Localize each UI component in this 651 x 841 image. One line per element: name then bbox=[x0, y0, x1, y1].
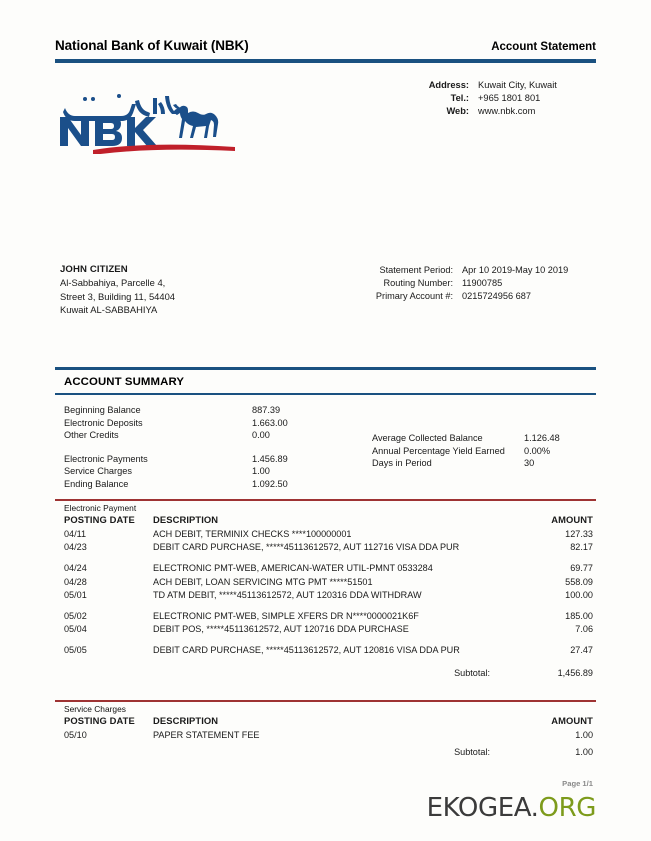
bank-name: National Bank of Kuwait (NBK) bbox=[55, 38, 249, 53]
subtotal-label: Subtotal: bbox=[454, 667, 490, 678]
summary-row bbox=[64, 404, 324, 417]
statement-meta-block bbox=[349, 264, 568, 304]
table-row bbox=[55, 541, 596, 554]
watermark-dark-text: EKOGEA. bbox=[426, 793, 539, 823]
cell-posting-date: 05/01 bbox=[64, 589, 87, 600]
summary-label: Service Charges bbox=[64, 466, 132, 477]
nbk-logo bbox=[55, 86, 240, 154]
cell-description: DEBIT CARD PURCHASE, *****45113612572, AUT 120816 VISA DDA PUR bbox=[153, 645, 460, 656]
row-spacer bbox=[55, 636, 596, 644]
summary-label: Other Credits bbox=[64, 430, 119, 441]
summary-row bbox=[372, 457, 596, 470]
cell-posting-date: 05/04 bbox=[64, 624, 87, 635]
arabic-wordmark-icon bbox=[63, 94, 177, 121]
account-summary-header bbox=[55, 367, 596, 395]
column-header-description: DESCRIPTION bbox=[153, 514, 219, 525]
nbk-logo-svg bbox=[55, 86, 240, 154]
cell-amount: 100.00 bbox=[565, 589, 593, 600]
table-row bbox=[55, 528, 596, 541]
cell-description: ELECTRONIC PMT-WEB, AMERICAN-WATER UTIL-PMNT 0533284 bbox=[153, 563, 433, 574]
service-charges-subtotal-row bbox=[55, 742, 596, 759]
cell-posting-date: 04/24 bbox=[64, 563, 87, 574]
statement-sheet bbox=[55, 0, 596, 841]
cell-description: ACH DEBIT, TERMINIX CHECKS ****100000001 bbox=[153, 529, 352, 539]
tel-label: Tel.: bbox=[450, 93, 469, 104]
table-row bbox=[55, 610, 596, 623]
service-charges-table bbox=[55, 700, 596, 759]
summary-value: 1.663.00 bbox=[252, 417, 288, 428]
cell-description: ELECTRONIC PMT-WEB, SIMPLE XFERS DR N****0000021K6F bbox=[153, 611, 419, 622]
statement-period-value: Apr 10 2019-May 10 2019 bbox=[462, 265, 569, 275]
cell-posting-date: 05/05 bbox=[64, 645, 87, 656]
table-row bbox=[55, 644, 596, 657]
summary-value: 1.126.48 bbox=[524, 433, 560, 443]
cell-amount: 185.00 bbox=[565, 611, 593, 622]
summary-value: 0.00 bbox=[252, 430, 270, 441]
contact-address-row bbox=[385, 79, 596, 92]
contact-tel-row bbox=[385, 92, 596, 105]
cell-posting-date: 05/02 bbox=[64, 611, 87, 622]
bank-contact-block bbox=[385, 79, 596, 119]
row-spacer bbox=[55, 554, 596, 562]
logo-swoosh-icon bbox=[93, 145, 235, 154]
page-number: Page 1/1 bbox=[562, 779, 593, 788]
table-row bbox=[55, 562, 596, 575]
nbk-letters-icon bbox=[60, 117, 157, 146]
column-header-posting-date: POSTING DATE bbox=[64, 514, 135, 525]
statement-period-label: Statement Period: bbox=[379, 265, 453, 275]
summary-row bbox=[372, 445, 596, 458]
summary-row bbox=[372, 432, 596, 445]
web-value[interactable]: www.nbk.com bbox=[478, 106, 536, 117]
cell-amount: 27.47 bbox=[570, 645, 593, 656]
column-header-amount: AMOUNT bbox=[551, 514, 593, 525]
customer-address-block bbox=[60, 263, 175, 316]
primary-account-row bbox=[349, 290, 568, 303]
routing-number-value: 11900785 bbox=[462, 278, 503, 289]
customer-name: JOHN CITIZEN bbox=[60, 264, 128, 275]
summary-label: Electronic Deposits bbox=[64, 417, 143, 428]
electronic-payment-category: Electronic Payment bbox=[64, 503, 137, 513]
routing-number-row bbox=[349, 277, 568, 290]
summary-row bbox=[64, 465, 324, 478]
cell-amount: 82.17 bbox=[570, 542, 593, 553]
page-title: Account Statement bbox=[491, 41, 596, 53]
service-charges-column-headers bbox=[55, 714, 596, 729]
account-summary-left-column bbox=[64, 404, 324, 491]
cell-posting-date: 04/28 bbox=[64, 576, 87, 587]
summary-value: 1.092.50 bbox=[252, 478, 288, 489]
electronic-payment-column-headers bbox=[55, 513, 596, 528]
tel-value: +965 1801 801 bbox=[478, 93, 541, 104]
cell-posting-date: 04/11 bbox=[64, 529, 87, 539]
cell-amount: 1.00 bbox=[575, 730, 593, 740]
cell-description: DEBIT CARD PURCHASE, *****45113612572, AUT 112716 VISA DDA PUR bbox=[153, 542, 460, 553]
summary-value: 0.00% bbox=[524, 445, 551, 456]
table-row bbox=[55, 589, 596, 602]
service-charges-category: Service Charges bbox=[64, 704, 126, 714]
account-summary-right-column bbox=[372, 432, 596, 470]
summary-label: Average Collected Balance bbox=[372, 433, 483, 443]
cell-description: TD ATM DEBIT, *****45113612572, AUT 120316 DDA WITHDRAW bbox=[153, 589, 422, 600]
customer-address-line-2: Street 3, Building 11, 54404 bbox=[60, 290, 176, 302]
address-value: Kuwait City, Kuwait bbox=[478, 80, 557, 90]
cell-amount: 7.06 bbox=[575, 624, 593, 635]
document-header bbox=[55, 38, 596, 53]
cell-description: PAPER STATEMENT FEE bbox=[153, 730, 260, 740]
primary-account-label: Primary Account #: bbox=[375, 291, 453, 302]
customer-address-line-1: Al-Sabbahiya, Parcelle 4, bbox=[60, 277, 166, 289]
contact-web-row bbox=[385, 105, 596, 118]
routing-number-label: Routing Number: bbox=[383, 278, 453, 289]
statement-period-row bbox=[349, 264, 568, 277]
summary-row bbox=[64, 417, 324, 430]
subtotal-value: 1,456.89 bbox=[557, 667, 593, 678]
web-label: Web: bbox=[446, 106, 469, 117]
summary-label: Beginning Balance bbox=[64, 405, 141, 415]
watermark bbox=[427, 793, 596, 823]
cell-amount: 127.33 bbox=[565, 529, 593, 539]
subtotal-label: Subtotal: bbox=[454, 747, 490, 758]
watermark-green-text: ORG bbox=[538, 793, 596, 823]
table-row bbox=[55, 729, 596, 742]
summary-value: 1.00 bbox=[252, 466, 270, 477]
address-label: Address: bbox=[428, 80, 469, 90]
camel-icon bbox=[173, 104, 218, 138]
cell-amount: 558.09 bbox=[565, 576, 593, 587]
summary-spacer bbox=[64, 442, 324, 453]
summary-value: 887.39 bbox=[252, 405, 281, 415]
customer-address-line-3: Kuwait AL-SABBAHIYA bbox=[60, 303, 158, 315]
column-header-description: DESCRIPTION bbox=[153, 715, 219, 726]
cell-posting-date: 04/23 bbox=[64, 542, 87, 553]
electronic-payment-table bbox=[55, 499, 596, 680]
summary-row bbox=[64, 453, 324, 466]
summary-row bbox=[64, 429, 324, 442]
summary-label: Annual Percentage Yield Earned bbox=[372, 445, 505, 456]
table-row bbox=[55, 623, 596, 636]
subtotal-value: 1.00 bbox=[575, 747, 593, 758]
cell-description: ACH DEBIT, LOAN SERVICING MTG PMT *****51501 bbox=[153, 576, 373, 587]
summary-row bbox=[64, 478, 324, 491]
summary-value: 1.456.89 bbox=[252, 453, 288, 464]
summary-label: Electronic Payments bbox=[64, 453, 148, 464]
column-header-amount: AMOUNT bbox=[551, 715, 593, 726]
row-spacer bbox=[55, 602, 596, 610]
summary-label: Ending Balance bbox=[64, 478, 129, 489]
cell-posting-date: 05/10 bbox=[64, 730, 87, 740]
column-header-posting-date: POSTING DATE bbox=[64, 715, 135, 726]
summary-label: Days in Period bbox=[372, 458, 432, 469]
header-divider bbox=[55, 59, 596, 63]
electronic-payment-subtotal-row bbox=[55, 658, 596, 680]
account-summary-title: ACCOUNT SUMMARY bbox=[64, 376, 185, 388]
summary-value: 30 bbox=[524, 458, 535, 469]
cell-description: DEBIT POS, *****45113612572, AUT 120716 DDA PURCHASE bbox=[153, 624, 409, 635]
table-row bbox=[55, 576, 596, 589]
cell-amount: 69.77 bbox=[570, 563, 593, 574]
primary-account-value: 0215724956 687 bbox=[462, 291, 531, 302]
